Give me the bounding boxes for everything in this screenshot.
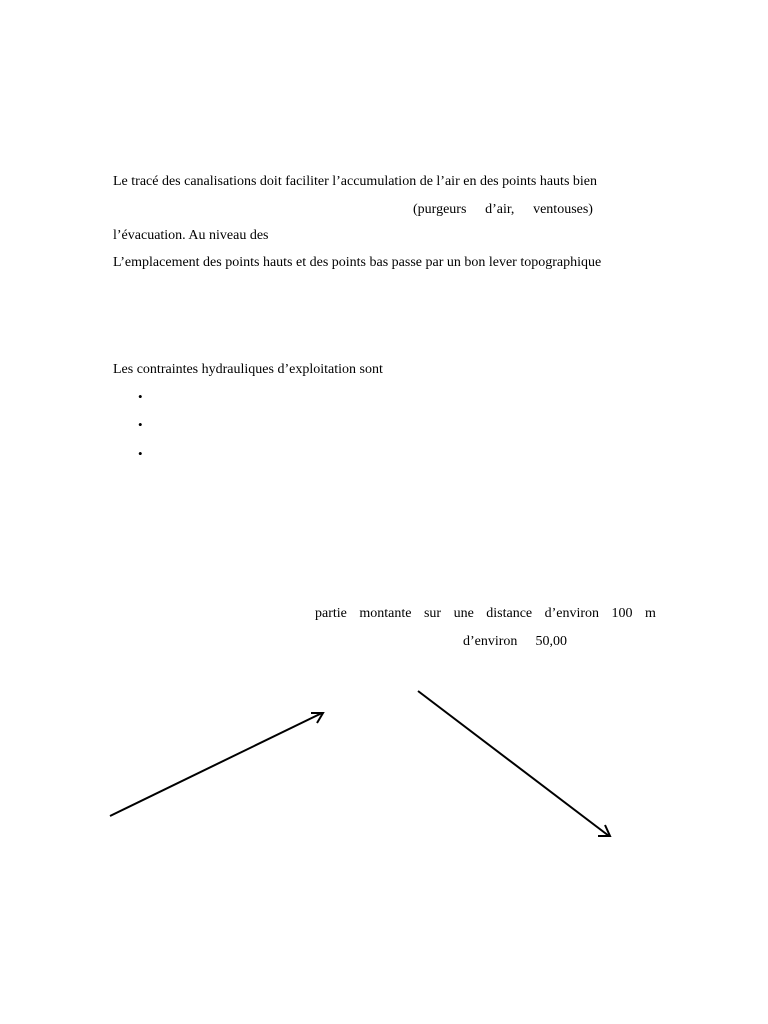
word-sur: sur bbox=[423, 606, 442, 621]
word-denviron: d’environ bbox=[544, 606, 600, 621]
bullet-item-3: • bbox=[138, 446, 143, 461]
word-une: une bbox=[453, 606, 474, 621]
word-ventouses: ventouses) bbox=[533, 202, 593, 217]
word-50: 50,00 bbox=[535, 634, 567, 649]
word-denviron-2: d’environ bbox=[463, 634, 518, 649]
constraints-heading: Les contraintes hydrauliques d’exploitation sont bbox=[113, 362, 383, 377]
word-distance: distance bbox=[486, 606, 533, 621]
word-purgeurs: (purgeurs bbox=[413, 202, 467, 217]
falling-arrow bbox=[418, 691, 610, 836]
rising-arrow bbox=[110, 713, 323, 816]
word-m: m bbox=[645, 606, 656, 621]
word-partie: partie bbox=[315, 606, 347, 621]
word-dair: d’air, bbox=[485, 202, 515, 217]
bullet-item-1: • bbox=[138, 389, 143, 404]
paragraph-line-4: L’emplacement des points hauts et des points bas passe par un bon lever topographique bbox=[113, 255, 602, 270]
word-montante: montante bbox=[359, 606, 412, 621]
paragraph-line-1: Le tracé des canalisations doit faciliter l’accumulation de l’air en des points hauts bien bbox=[113, 174, 597, 189]
paragraph-line-3: l’évacuation. Au niveau des bbox=[113, 228, 269, 243]
word-100: 100 bbox=[611, 606, 633, 621]
bullet-item-2: • bbox=[138, 417, 143, 432]
